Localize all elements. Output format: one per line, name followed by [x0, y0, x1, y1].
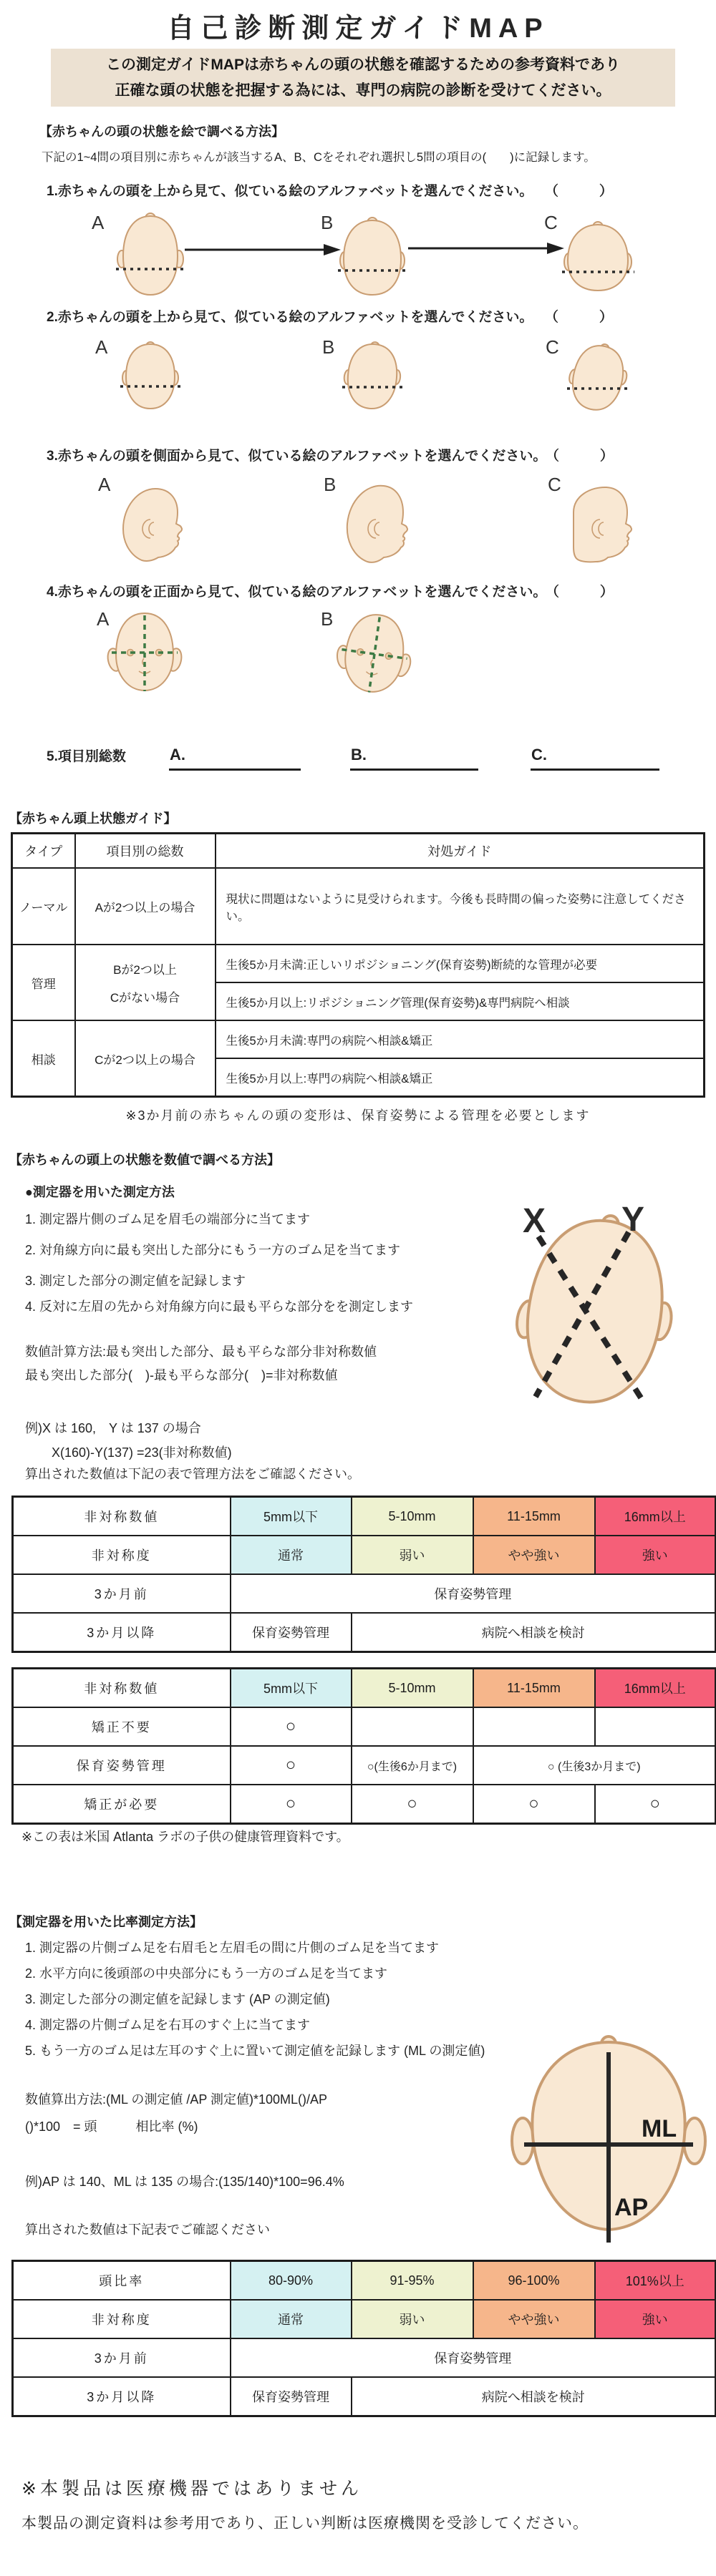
asym-degree-4: 強い: [595, 1536, 716, 1574]
action-r2-c2: [352, 1707, 473, 1746]
numeric-check: 算出された数値は下記の表で管理方法をご確認ください。: [25, 1467, 360, 1481]
baby-head-top-a-icon: [116, 213, 185, 295]
label-x: X: [523, 1202, 546, 1240]
cell-manage-count: [75, 945, 216, 1020]
asym-range-4: 16mm以上: [595, 1497, 716, 1536]
action-row2-label: 矯正不要: [13, 1707, 231, 1746]
action-r2-c3: [473, 1707, 595, 1746]
asym-degree-2: 弱い: [352, 1536, 473, 1574]
action-r4-c2: ○: [352, 1785, 473, 1824]
ratio-row3-label: 3か月前: [13, 2338, 231, 2377]
numeric-example-1: 例)X は 160, Y は 137 の場合: [25, 1421, 201, 1435]
asym-value-table: [11, 1496, 716, 1653]
ratio-after3-row: [13, 2377, 716, 2416]
ratio-degree-3: やや強い: [473, 2300, 595, 2338]
asym-after3-row: [13, 1613, 716, 1652]
q1-option-b-label: B: [321, 212, 334, 233]
question-4-text: 4.赤ちゃんの頭を正面から見て、似ている絵のアルファベットを選んでください。: [47, 585, 547, 600]
action-range-3: 11-15mm: [473, 1669, 595, 1708]
action-posture-row: [13, 1746, 716, 1785]
numeric-step-1: 1. 測定器片側のゴム足を眉毛の端部分に当てます: [25, 1212, 311, 1226]
q2-option-c-label: C: [546, 336, 559, 358]
cell-manage-guide1: 生後5か月未満:正しいリポジショニング(保育姿勢)断続的な管理が必要: [216, 945, 705, 982]
action-no-correction-row: [13, 1707, 716, 1746]
action-r4-c3: ○: [473, 1785, 595, 1824]
ratio-range-2: 91-95%: [352, 2261, 473, 2301]
arrow-b-to-c-icon: [408, 243, 564, 254]
q4-head-front-view-figure: [0, 607, 716, 703]
ratio-range-4: 101%以上: [595, 2261, 716, 2301]
q4-option-a-label: A: [97, 608, 110, 630]
action-range-2: 5-10mm: [352, 1669, 473, 1708]
action-r4-c1: ○: [231, 1785, 352, 1824]
row-consult-1: [12, 1020, 705, 1058]
action-r3-c2: ○(生後6か月まで): [352, 1746, 473, 1785]
ratio-step-3: 3. 測定した部分の測定値を記録します (AP の測定値): [25, 1992, 330, 2006]
action-correction-needed-row: [13, 1785, 716, 1824]
ratio-row2-label: 非対称度: [13, 2300, 231, 2338]
baby-head-top-symmetric-icon: [122, 342, 178, 409]
q1-head-top-view-figure: [0, 209, 716, 306]
ratio-check: 算出された数値は下記表でご確認ください: [25, 2223, 270, 2237]
baby-head-top-strong-asym-icon: [563, 338, 633, 415]
asym-after3-value2: 病院へ相談を検討: [352, 1613, 716, 1652]
numeric-step-4: 4. 反対に左眉の先から対角線方向に最も平らな部分をを測定します: [25, 1299, 414, 1314]
cell-manage-type: 管理: [12, 945, 75, 1020]
cell-consult-type: 相談: [12, 1020, 75, 1097]
ratio-range-3: 96-100%: [473, 2261, 595, 2301]
footer-line-2: 本製品の測定資料は参考用であり、正しい判断は医療機関を受診してください。: [21, 2515, 589, 2532]
cell-manage-guide2: 生後5か月以上:リポジショニング管理(保育姿勢)&専門病院へ相談: [216, 982, 705, 1020]
baby-face-straight-cross-icon: [106, 613, 183, 691]
ratio-after3-value1: 保育姿勢管理: [231, 2377, 352, 2416]
q3-option-c-label: C: [548, 474, 561, 495]
header-type: タイプ: [12, 834, 75, 869]
header-count: 項目別の総数: [75, 834, 216, 869]
ratio-range-row: [13, 2261, 716, 2301]
action-row3-label: 保育姿勢管理: [13, 1746, 231, 1785]
asym-range-row: [13, 1497, 716, 1536]
row-manage-1: [12, 945, 705, 982]
ratio-row4-label: 3か月以降: [13, 2377, 231, 2416]
footer-line-1: ※本製品は医療機器ではありません: [21, 2479, 362, 2499]
label-ap: AP: [614, 2194, 649, 2221]
notice-line-2: 正確な頭の状態を把握する為には、専門の病院の診断を受けてください。: [115, 82, 611, 99]
baby-face-tilted-cross-icon: [331, 610, 418, 698]
asym-row4-label: 3か月以降: [13, 1613, 231, 1652]
action-table-note: ※この表は米国 Atlanta ラボの子供の健康管理資料です。: [21, 1830, 349, 1844]
action-r2-c1: ○: [231, 1707, 352, 1746]
numeric-calc-2: 最も突出した部分( )-最も平らな部分( )=非対称数値: [25, 1368, 338, 1382]
notice-line-1: この測定ガイドMAPは赤ちゃんの頭の状態を確認するための参考資料であり: [105, 56, 621, 73]
ratio-degree-1: 通常: [231, 2300, 352, 2338]
q3-option-b-label: B: [324, 474, 337, 495]
question-4-answer-blank: （ ）: [552, 585, 614, 600]
ratio-step-1: 1. 測定器の片側ゴム足を右眉毛と左眉毛の間に片側のゴム足を当てます: [25, 1941, 440, 1955]
cell-normal-type: ノーマル: [12, 868, 75, 945]
total-a-blank-line: [169, 769, 301, 771]
total-b-label: B.: [351, 746, 367, 763]
ratio-table: [11, 2260, 716, 2417]
state-guide-note: ※3か月前の赤ちゃんの頭の変形は、保育姿勢による管理を必要とします: [125, 1108, 591, 1123]
row-normal: [12, 868, 705, 945]
ratio-degree-row: [13, 2300, 716, 2338]
action-r2-c4: [595, 1707, 716, 1746]
cell-consult-guide1: 生後5か月未満:専門の病院へ相談&矯正: [216, 1020, 705, 1058]
baby-head-top-b-icon: [338, 218, 407, 295]
question-1-text: 1.赤ちゃんの頭を上から見て、似ている絵のアルファベットを選んでください。: [47, 184, 533, 199]
state-guide-table: [11, 832, 705, 1098]
asym-range-2: 5-10mm: [352, 1497, 473, 1536]
total-c-label: C.: [531, 746, 547, 763]
asym-before3-value: 保育姿勢管理: [231, 1574, 716, 1613]
question-1-answer-blank: （ ）: [551, 184, 613, 199]
numeric-method-subheading: ●測定器を用いた測定方法: [25, 1185, 175, 1199]
asym-degree-row: [13, 1536, 716, 1574]
q1-option-a-label: A: [92, 212, 105, 233]
cell-manage-count-line1: Bが2つ以上: [113, 963, 177, 977]
cell-manage-count-line2: Cがない場合: [110, 991, 180, 1005]
ratio-calc-2: ()*100 = 頭 相比率 (%): [25, 2119, 198, 2134]
ratio-step-4: 4. 測定器の片側ゴム足を右耳のすぐ上に当てます: [25, 2018, 311, 2032]
asym-before3-row: [13, 1574, 716, 1613]
page-title: 自己診断測定ガイドMAP: [167, 14, 549, 44]
asym-degree-3: やや強い: [473, 1536, 595, 1574]
ratio-after3-value2: 病院へ相談を検討: [352, 2377, 716, 2416]
ratio-degree-4: 強い: [595, 2300, 716, 2338]
numeric-step-2: 2. 対角線方向に最も突出した部分にもう一方のゴム足を当てます: [25, 1243, 401, 1257]
question-5-text: 5.項目別総数: [47, 749, 126, 764]
cell-normal-guide: 現状に問題はないように見受けられます。今後も長時間の偏った姿勢に注意してください。: [216, 868, 705, 945]
numeric-example-2: X(160)-Y(137) =23(非対称数値): [52, 1445, 232, 1460]
action-row1-label: 非対称数値: [13, 1669, 231, 1708]
cell-normal-count: Aが2つ以上の場合: [75, 868, 216, 945]
question-2-text: 2.赤ちゃんの頭を上から見て、似ている絵のアルファベットを選んでください。: [47, 310, 533, 325]
header-guide: 対処ガイド: [216, 834, 705, 869]
asym-degree-1: 通常: [231, 1536, 352, 1574]
question-2-answer-blank: （ ）: [551, 310, 613, 325]
ratio-method-heading: 【測定器を用いた比率測定方法】: [9, 1915, 203, 1929]
action-range-1: 5mm以下: [231, 1669, 352, 1708]
q2-head-top-view-figure: [0, 335, 716, 417]
baby-head-profile-round-icon: [123, 489, 182, 561]
baby-head-profile-flat-icon: [574, 487, 632, 562]
ratio-degree-2: 弱い: [352, 2300, 473, 2338]
total-c-blank-line: [531, 769, 659, 771]
q4-option-b-label: B: [321, 608, 334, 630]
ratio-example: 例)AP は 140、ML は 135 の場合:(135/140)*100=96.4%: [25, 2175, 344, 2189]
numeric-step-3: 3. 測定した部分の測定値を記録します: [25, 1274, 246, 1288]
mlap-measure-head-figure: [501, 2034, 716, 2248]
numeric-calc-1: 数値計算方法:最も突出した部分、最も平らな部分非対称数値: [25, 1345, 377, 1359]
question-1: [47, 180, 613, 200]
arrow-a-to-b-icon: [185, 244, 341, 255]
ratio-range-1: 80-90%: [231, 2261, 352, 2301]
state-guide-heading: 【赤ちゃん頭上状態ガイド】: [9, 811, 177, 826]
total-b-blank-line: [350, 769, 478, 771]
drawing-method-heading: 【赤ちゃんの頭の状態を絵で調べる方法】: [39, 125, 284, 139]
action-r4-c4: ○: [595, 1785, 716, 1824]
ratio-before3-row: [13, 2338, 716, 2377]
baby-head-top-c-icon: [562, 222, 634, 291]
action-row4-label: 矯正が必要: [13, 1785, 231, 1824]
total-a-label: A.: [170, 746, 185, 763]
q2-option-a-label: A: [95, 336, 108, 358]
notice-box: [51, 49, 675, 107]
state-guide-header-row: [12, 834, 705, 869]
question-4: [47, 581, 614, 600]
ratio-before3-value: 保育姿勢管理: [231, 2338, 716, 2377]
q3-head-side-view-figure: [0, 472, 716, 569]
drawing-method-intro: 下記の1~4問の項目別に赤ちゃんが該当するA、B、Cをそれぞれ選択し5問の項目の( )に記録します。: [42, 151, 596, 164]
ratio-calc-1: 数値算出方法:(ML の測定値 /AP 測定値)*100ML()/AP: [25, 2092, 328, 2107]
label-ml: ML: [642, 2115, 677, 2142]
action-r3-c34: ○ (生後3か月まで): [473, 1746, 716, 1785]
asym-after3-value1: 保育姿勢管理: [231, 1613, 352, 1652]
ratio-row1-label: 頭比率: [13, 2261, 231, 2301]
ratio-step-5: 5. もう一方のゴム足は左耳のすぐ上に置いて測定値を記録します (ML の測定値): [25, 2044, 485, 2058]
action-range-row: [13, 1669, 716, 1708]
question-3-answer-blank: （ ）: [552, 449, 614, 464]
q1-option-c-label: C: [544, 212, 558, 233]
asym-row2-label: 非対称度: [13, 1536, 231, 1574]
xy-measure-head-figure: [494, 1188, 716, 1410]
asym-range-1: 5mm以下: [231, 1497, 352, 1536]
cell-consult-guide2: 生後5か月以上:専門の病院へ相談&矯正: [216, 1058, 705, 1097]
ratio-step-2: 2. 水平方向に後頭部の中央部分にもう一方のゴム足を当てます: [25, 1966, 388, 1981]
question-3: [47, 445, 614, 464]
asym-row3-label: 3か月前: [13, 1574, 231, 1613]
question-3-text: 3.赤ちゃんの頭を側面から見て、似ている絵のアルファベットを選んでください。: [47, 449, 547, 464]
q3-option-a-label: A: [98, 474, 111, 495]
label-y: Y: [621, 1201, 645, 1239]
action-r3-c1: ○: [231, 1746, 352, 1785]
cell-consult-count: Cが2つ以上の場合: [75, 1020, 216, 1097]
asym-row1-label: 非対称数値: [13, 1497, 231, 1536]
baby-head-top-mild-asym-icon: [342, 340, 403, 411]
asym-range-3: 11-15mm: [473, 1497, 595, 1536]
action-range-4: 16mm以上: [595, 1669, 716, 1708]
baby-head-profile-tall-icon: [347, 486, 407, 562]
numeric-method-heading: 【赤ちゃんの頭上の状態を数値で調べる方法】: [9, 1153, 280, 1167]
q2-option-b-label: B: [322, 336, 335, 358]
question-2: [47, 306, 613, 326]
action-table: [11, 1667, 716, 1825]
